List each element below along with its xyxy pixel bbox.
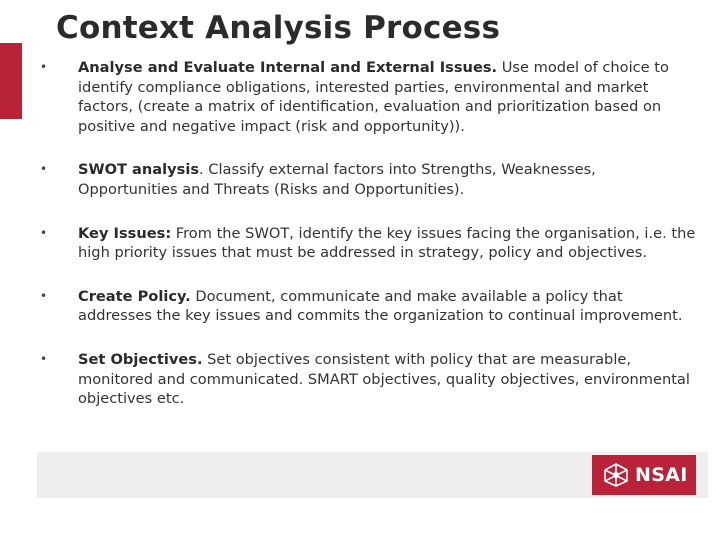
bullet-lead: Analyse and Evaluate Internal and External Issues. — [78, 59, 498, 76]
bullet-lead: Key Issues: — [78, 224, 172, 242]
bullet-item — [40, 160, 700, 199]
bullet-marker: • — [40, 225, 48, 240]
bullet-lead: SWOT analysis — [78, 161, 200, 179]
bullet-lead: Set Objectives. — [78, 350, 203, 368]
bullet-marker: • — [40, 162, 48, 177]
bullet-text: From the SWOT, identify the key issues facing the organisation, i.e. the high priority issues that must be addressed in strategy, policy and objectives. — [78, 224, 696, 262]
bullet-text: Document, communicate and make available a policy that addresses the key issues and commits the organization to continual improvement. — [78, 287, 683, 325]
bullet-text: Set objectives consistent with policy that are measurable, monitored and communicated. SMART objectives, quality objectives, environmental objectives etc. — [78, 350, 690, 408]
bullet-list — [40, 58, 700, 433]
nsai-logo — [592, 455, 696, 495]
bullet-item — [40, 224, 700, 263]
logo-text: NSAI — [635, 464, 688, 486]
bullet-text: Use model of choice to identify compliance obligations, interested parties, environmental and market factors, (create a matrix of identification, evaluation and prioritization based on positive and negative impact (risk and opportunity)). — [78, 59, 669, 135]
bullet-marker: • — [40, 60, 48, 74]
accent-bar — [0, 43, 22, 119]
bullet-item — [40, 350, 700, 409]
bullet-item — [40, 58, 700, 136]
nsai-emblem-icon — [602, 462, 630, 488]
bullet-lead: Create Policy. — [78, 287, 191, 305]
bullet-marker: • — [40, 288, 48, 303]
bullet-marker: • — [40, 351, 48, 366]
bullet-text: . Classify external factors into Strengths, Weaknesses, Opportunities and Threats (Risks and Opportunities). — [78, 161, 596, 198]
slide-title: Context Analysis Process — [56, 10, 501, 46]
bullet-item — [40, 287, 700, 326]
